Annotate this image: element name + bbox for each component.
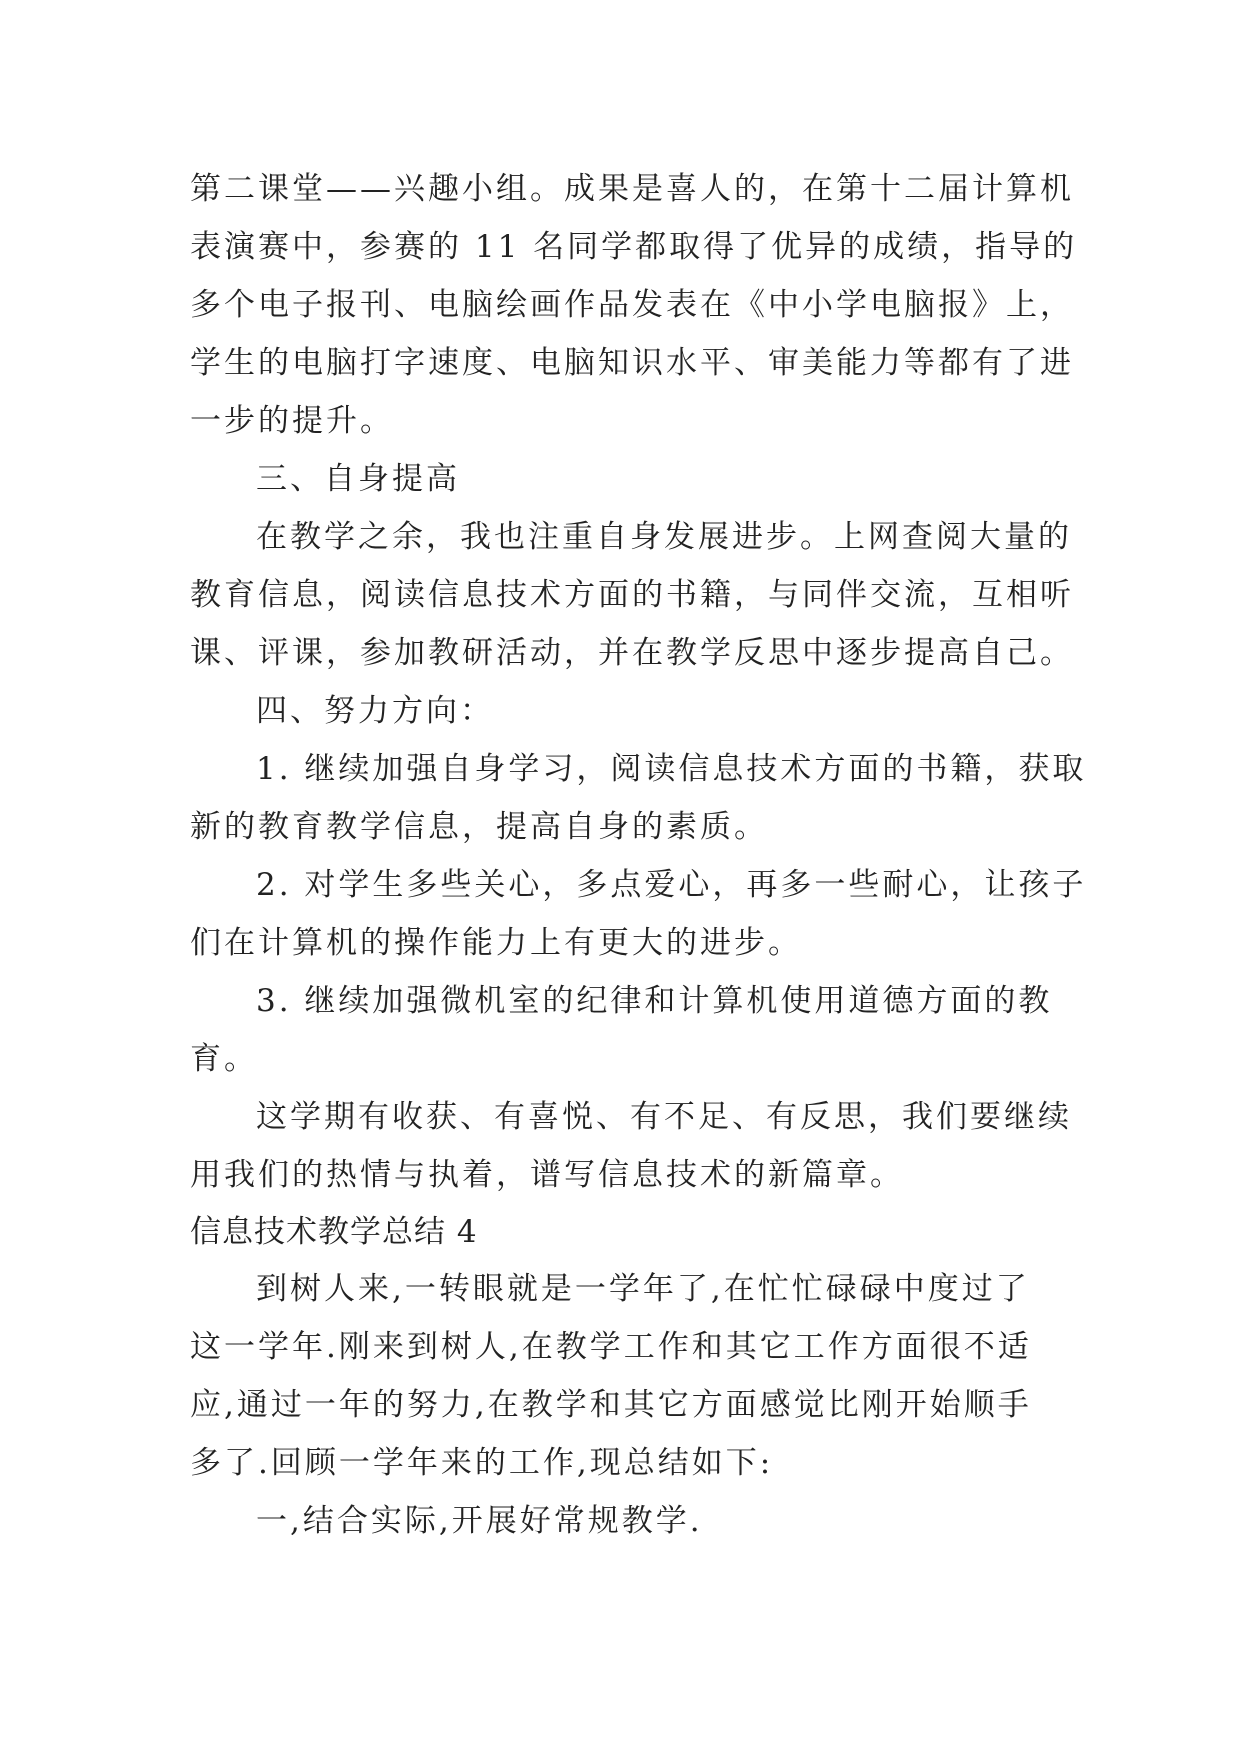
document-body [190, 160, 1090, 1550]
text-line: 第二课堂——兴趣小组。成果是喜人的，在第十二届计算机 [190, 171, 1074, 207]
text-line: 用我们的热情与执着，谱写信息技术的新篇章。 [190, 1157, 904, 1193]
text-line: 应,通过一年的努力,在教学和其它方面感觉比刚开始顺手 [190, 1387, 1032, 1423]
text-line: 到树人来,一转眼就是一学年了,在忙忙碌碌中度过了 [256, 1271, 1030, 1307]
text-line: 们在计算机的操作能力上有更大的进步。 [190, 925, 802, 961]
text-line: 课、评课，参加教研活动，并在教学反思中逐步提高自己。 [190, 635, 1074, 671]
text-line: 表演赛中，参赛的 11 名同学都取得了优异的成绩，指导的 [190, 229, 1078, 265]
section-heading: 三、自身提高 [256, 461, 460, 497]
text-line: 在教学之余，我也注重自身发展进步。上网查阅大量的 [256, 519, 1072, 555]
list-item: 2. 对学生多些关心，多点爱心，再多一些耐心，让孩子 [256, 867, 1087, 903]
section-heading: 一,结合实际,开展好常规教学. [256, 1503, 703, 1539]
text-line: 育。 [190, 1041, 258, 1077]
list-item: 3. 继续加强微机室的纪律和计算机使用道德方面的教 [256, 983, 1053, 1019]
text-line: 这学期有收获、有喜悦、有不足、有反思，我们要继续 [256, 1099, 1072, 1135]
text-line: 多个电子报刊、电脑绘画作品发表在《中小学电脑报》上， [190, 287, 1074, 323]
list-item: 1. 继续加强自身学习，阅读信息技术方面的书籍，获取 [256, 751, 1087, 787]
text-line: 多了.回顾一学年来的工作,现总结如下: [190, 1445, 774, 1481]
text-line: 学生的电脑打字速度、电脑知识水平、审美能力等都有了进 [190, 345, 1074, 381]
text-line: 一步的提升。 [190, 403, 394, 439]
text-line: 新的教育教学信息，提高自身的素质。 [190, 809, 768, 845]
document-title: 信息技术教学总结 4 [190, 1214, 478, 1250]
text-line: 这一学年.刚来到树人,在教学工作和其它工作方面很不适 [190, 1329, 1032, 1365]
text-line: 教育信息，阅读信息技术方面的书籍，与同伴交流，互相听 [190, 577, 1074, 613]
section-heading: 四、努力方向： [256, 693, 494, 729]
